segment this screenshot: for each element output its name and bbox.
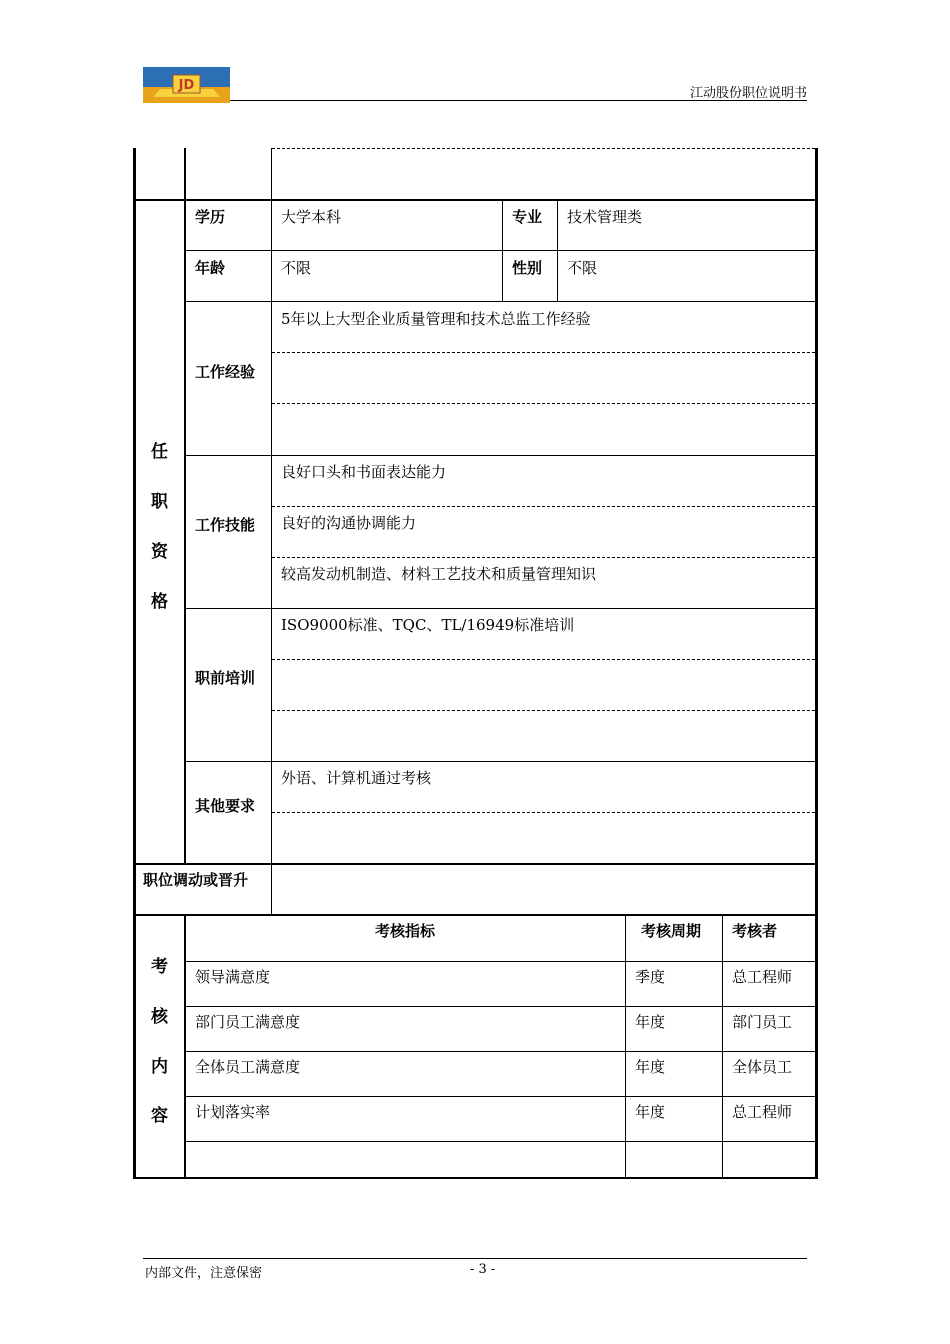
footer-rule: [143, 1258, 807, 1259]
assessor-cell: 部门员工: [732, 1013, 793, 1031]
period-cell: 季度: [635, 968, 666, 986]
footer-confidential: 内部文件，注意保密: [145, 1266, 263, 1281]
svg-text:JD: JD: [178, 78, 195, 93]
other-item: 外语、计算机通过考核: [281, 769, 432, 787]
education-value: 大学本科: [281, 208, 342, 226]
indicator-cell: 领导满意度: [195, 968, 271, 986]
other-label: 其他要求: [195, 797, 256, 815]
skills-item: 良好口头和书面表达能力: [281, 463, 447, 481]
header-title: 江动股份职位说明书: [689, 86, 807, 101]
assessor-cell: 全体员工: [732, 1058, 793, 1076]
age-label: 年龄: [195, 259, 226, 277]
experience-label: 工作经验: [195, 363, 256, 381]
indicator-header: 考核指标: [374, 922, 435, 940]
header-rule: [230, 100, 807, 101]
period-cell: 年度: [635, 1058, 666, 1076]
gender-value: 不限: [567, 259, 598, 277]
skills-item: 较高发动机制造、材料工艺技术和质量管理知识: [281, 565, 597, 583]
period-cell: 年度: [635, 1103, 666, 1121]
major-value: 技术管理类: [567, 208, 643, 226]
age-value: 不限: [281, 259, 312, 277]
indicator-cell: 计划落实率: [195, 1103, 271, 1121]
assessor-header: 考核者: [732, 922, 778, 940]
training-item: ISO9000标准、TQC、TL/16949标准培训: [281, 616, 575, 634]
company-logo: [143, 67, 230, 103]
skills-item: 良好的沟通协调能力: [281, 514, 417, 532]
indicator-cell: 部门员工满意度: [195, 1013, 301, 1031]
skills-label: 工作技能: [195, 516, 256, 534]
period-cell: 年度: [635, 1013, 666, 1031]
assessor-cell: 总工程师: [732, 968, 793, 986]
gender-label: 性别: [512, 259, 543, 277]
training-label: 职前培训: [195, 669, 256, 687]
experience-item: 5年以上大型企业质量管理和技术总监工作经验: [281, 310, 591, 328]
period-header: 考核周期: [641, 922, 702, 940]
page-number: - 3 -: [470, 1262, 496, 1277]
indicator-cell: 全体员工满意度: [195, 1058, 301, 1076]
assessor-cell: 总工程师: [732, 1103, 793, 1121]
major-label: 专业: [512, 208, 543, 226]
education-label: 学历: [195, 208, 226, 226]
promotion-label: 职位调动或晋升: [143, 871, 249, 889]
